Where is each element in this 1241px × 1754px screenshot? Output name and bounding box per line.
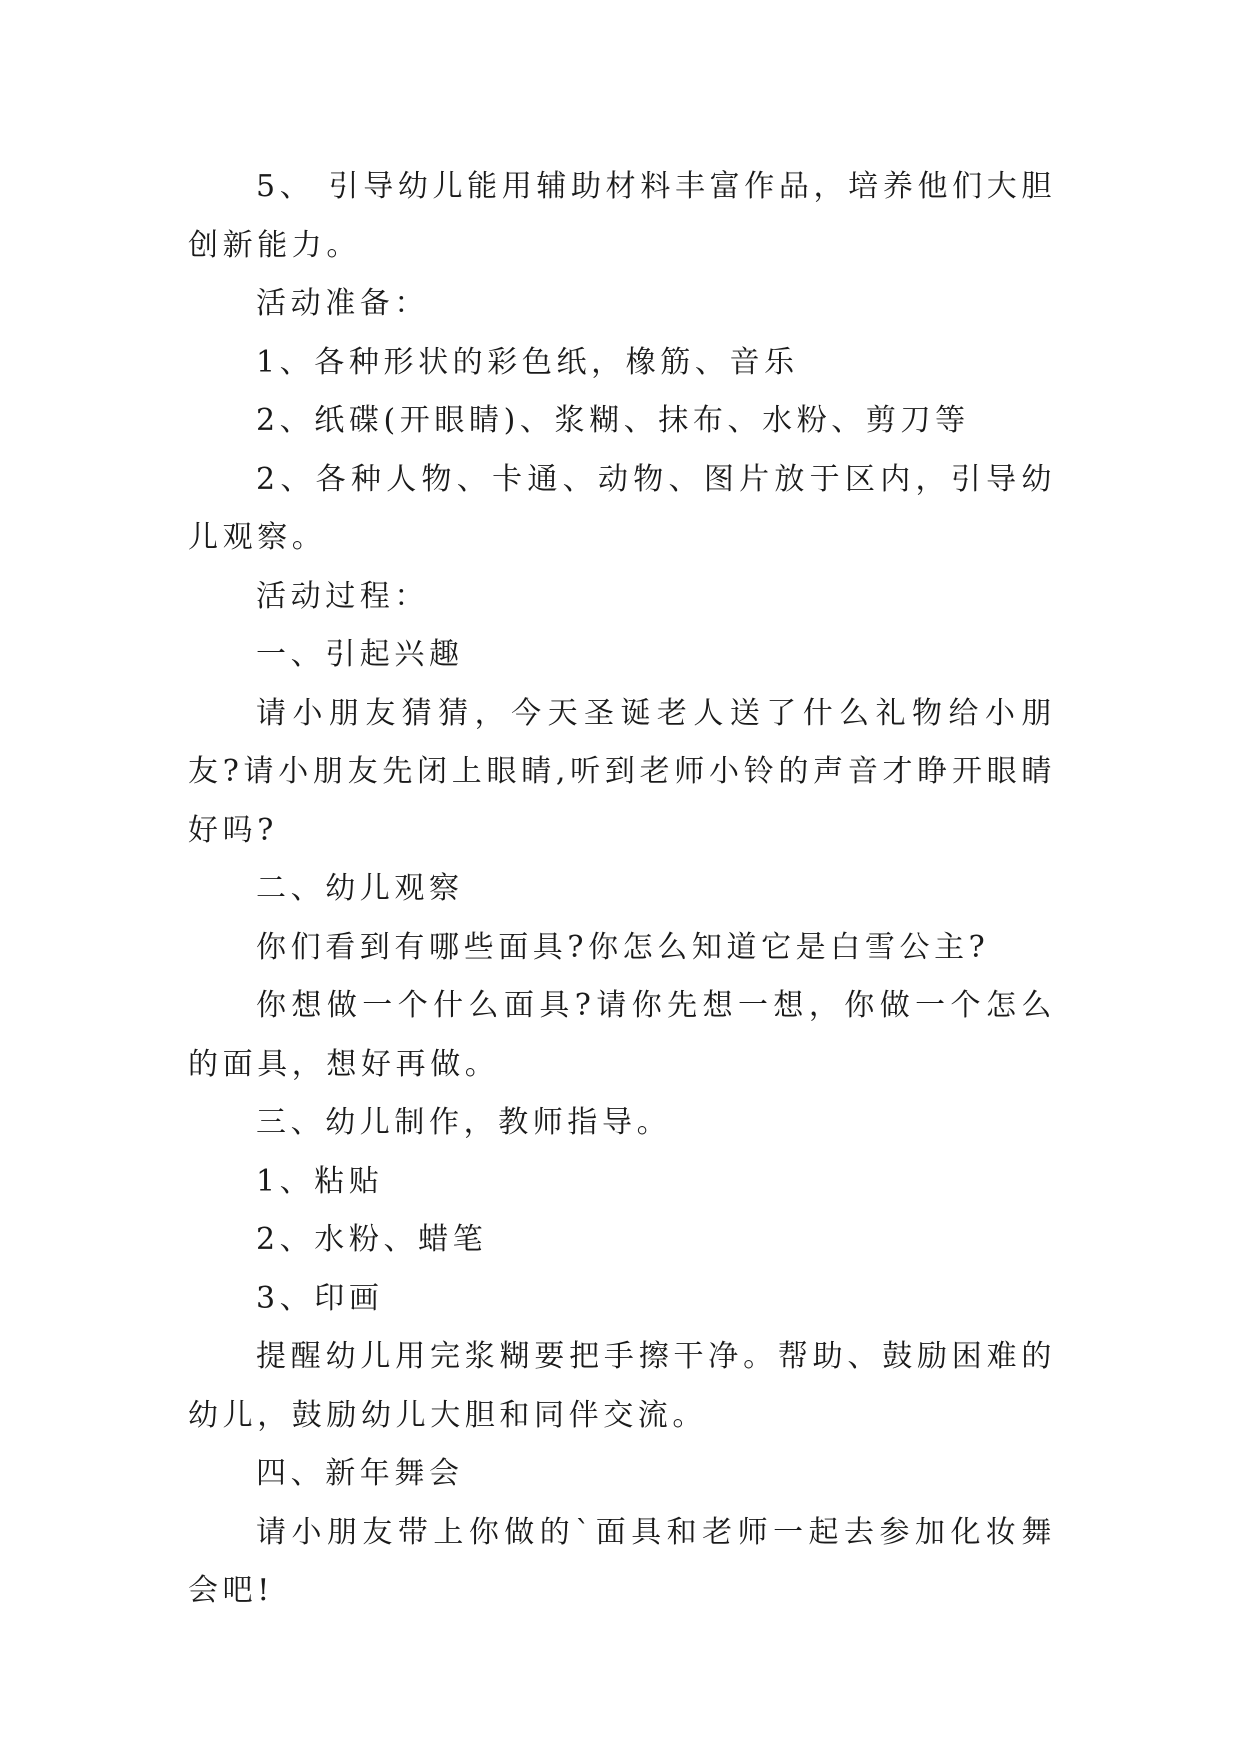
heading-step-3: 三、幼儿制作，教师指导。 bbox=[256, 1105, 672, 1140]
list-item-paste: 1、粘贴 bbox=[256, 1163, 384, 1199]
document-body bbox=[188, 158, 1056, 1621]
heading-activity-process: 活动过程： bbox=[256, 578, 429, 614]
heading-step-4: 四、新年舞会 bbox=[256, 1456, 464, 1491]
list-item-paint: 2、水粉、蜡笔 bbox=[256, 1222, 488, 1257]
paragraph-step-3-text: 提醒幼儿用完浆糊要把手擦干净。帮助、鼓励困难的幼儿，鼓励幼儿大胆和同伴交流。 bbox=[188, 1339, 1056, 1433]
heading-activity-preparation: 活动准备： bbox=[256, 286, 429, 321]
list-item-print: 3、印画 bbox=[256, 1280, 384, 1316]
paragraph-prep-1: 1、各种形状的彩色纸，橡筋、音乐 bbox=[256, 344, 799, 380]
paragraph-prep-2: 2、纸碟(开眼睛)、浆糊、抹布、水粉、剪刀等 bbox=[256, 403, 970, 438]
paragraph-step-2-text: 你想做一个什么面具?请你先想一想，你做一个怎么的面具，想好再做。 bbox=[188, 988, 1056, 1082]
heading-step-2: 二、幼儿观察 bbox=[256, 871, 464, 906]
paragraph-step-4-text: 请小朋友带上你做的`面具和老师一起去参加化妆舞会吧! bbox=[188, 1514, 1056, 1608]
paragraph-step-2-question: 你们看到有哪些面具?你怎么知道它是白雪公主? bbox=[256, 929, 990, 965]
heading-step-1: 一、引起兴趣 bbox=[256, 637, 464, 672]
paragraph-prep-2b: 2、各种人物、卡通、动物、图片放于区内，引导幼儿观察。 bbox=[188, 461, 1056, 555]
paragraph-goal-5: 5、 引导幼儿能用辅助材料丰富作品，培养他们大胆创新能力。 bbox=[188, 169, 1056, 263]
paragraph-step-1-text: 请小朋友猜猜，今天圣诞老人送了什么礼物给小朋友?请小朋友先闭上眼睛,听到老师小铃的声音才睁开眼睛好吗? bbox=[188, 695, 1056, 848]
